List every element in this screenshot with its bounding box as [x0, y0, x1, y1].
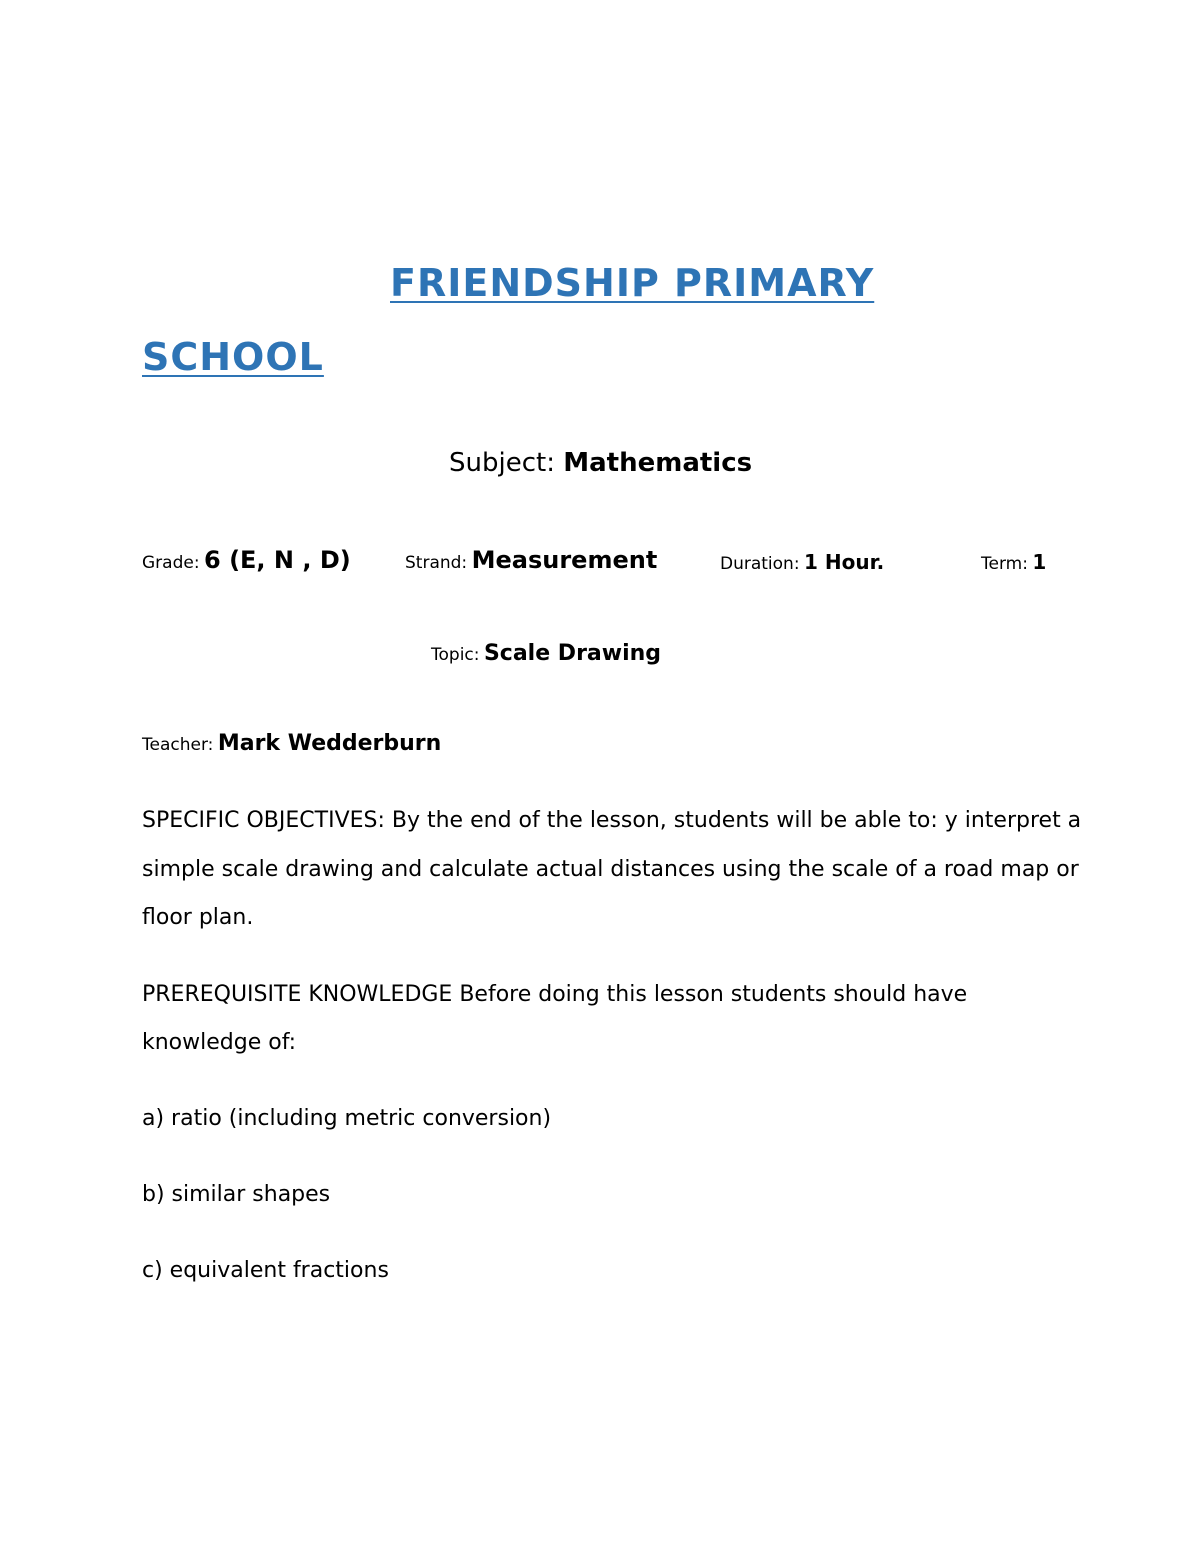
objectives-line-1: SPECIFIC OBJECTIVES: By the end of the lesson, students will be able to: y interpret a [142, 808, 1082, 833]
knowledge-item-a: a) ratio (including metric conversion) [142, 1106, 552, 1131]
subject-line [449, 450, 752, 476]
school-title-line-2: SCHOOL [142, 335, 324, 379]
topic-label: Topic: [431, 645, 480, 665]
grade-field [142, 548, 351, 572]
strand-value: Measurement [471, 546, 658, 574]
topic-value: Scale Drawing [483, 641, 662, 666]
duration-field [720, 552, 884, 573]
objectives-line-3: floor plan. [142, 905, 254, 930]
objectives-line-2: simple scale drawing and calculate actual distances using the scale of a road map or [142, 857, 1079, 882]
strand-field [405, 548, 657, 572]
teacher-label: Teacher: [142, 735, 214, 755]
teacher-value: Mark Wedderburn [217, 731, 442, 756]
knowledge-item-c: c) equivalent fractions [142, 1258, 389, 1283]
duration-value: 1 Hour. [804, 550, 885, 574]
prerequisite-line-1: PREREQUISITE KNOWLEDGE Before doing this lesson students should have [142, 982, 968, 1007]
term-value: 1 [1032, 550, 1047, 574]
grade-label: Grade: [142, 553, 200, 573]
term-label: Term: [981, 554, 1028, 574]
teacher-field [142, 733, 441, 755]
duration-label: Duration: [720, 554, 800, 574]
grade-value: 6 (E, N , D) [204, 546, 351, 574]
strand-label: Strand: [405, 553, 468, 573]
prerequisite-line-2: knowledge of: [142, 1030, 297, 1055]
topic-field [431, 643, 661, 665]
subject-label: Subject: [449, 448, 555, 478]
term-field [981, 552, 1046, 573]
school-title-line-1: FRIENDSHIP PRIMARY [390, 261, 875, 305]
subject-value: Mathematics [563, 448, 753, 478]
knowledge-item-b: b) similar shapes [142, 1182, 331, 1207]
